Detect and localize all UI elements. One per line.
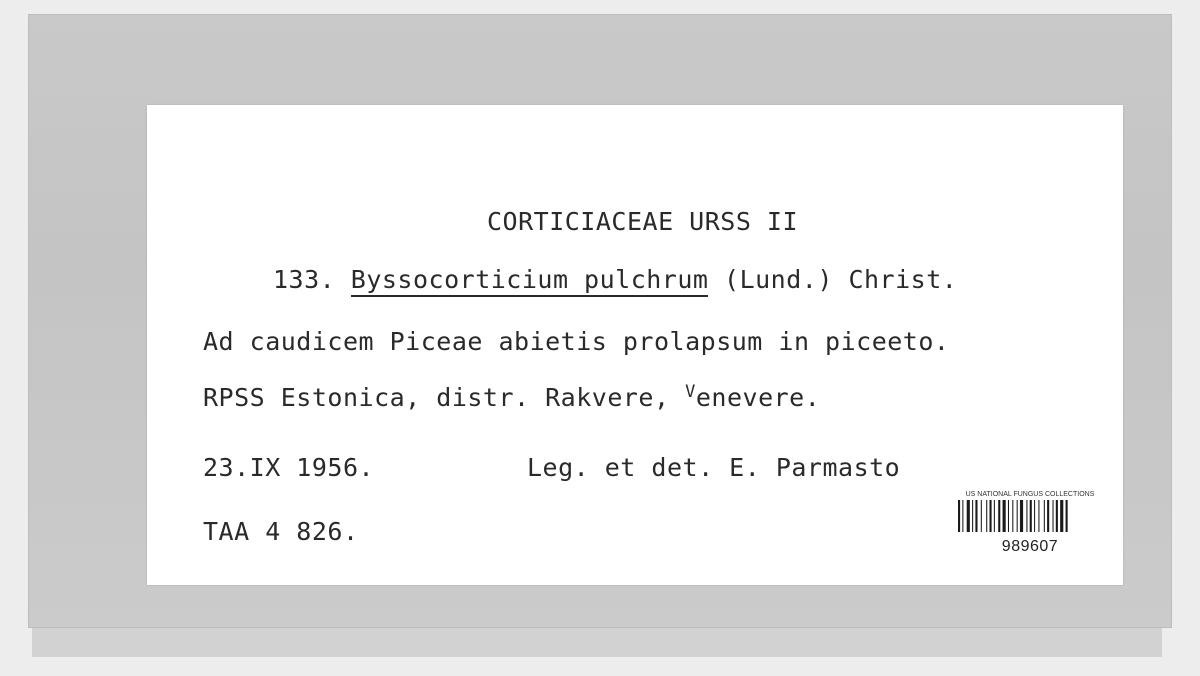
substrate-text: Ad caudicem Piceae abietis prolapsum in piceeto. <box>203 327 950 356</box>
barcode-bar <box>1047 500 1049 532</box>
barcode-bar <box>1020 500 1023 532</box>
barcode-bar <box>975 500 977 532</box>
barcode-bar <box>967 500 970 532</box>
barcode-bar <box>1003 500 1006 532</box>
barcode-bar <box>1012 500 1013 532</box>
barcode-caption: US NATIONAL FUNGUS COLLECTIONS <box>965 491 1095 498</box>
barcode-bar <box>958 500 960 532</box>
barcode-bars <box>957 500 1099 532</box>
barcode-bar <box>1017 500 1018 532</box>
label-title: CORTICIACEAE URSS II <box>487 207 799 236</box>
taxon-line <box>273 265 957 294</box>
barcode-number: 989607 <box>1001 538 1059 555</box>
barcode-bar <box>994 500 995 532</box>
specimen-label <box>147 105 1123 585</box>
taxon-number: 133. <box>273 265 336 294</box>
barcode-sticker <box>957 491 1103 561</box>
barcode-bar <box>990 500 992 532</box>
barcode-bar <box>1008 500 1009 532</box>
barcode-bar <box>1056 500 1058 532</box>
species-authority: (Lund.) Christ. <box>724 265 958 294</box>
barcode-bar <box>986 500 987 532</box>
barcode-bar <box>1038 500 1039 532</box>
barcode-bar <box>1060 500 1063 532</box>
species-name: Byssocorticium pulchrum <box>351 265 709 297</box>
specimen-folder <box>28 14 1172 628</box>
locality-suffix: enevere. <box>695 383 821 412</box>
barcode-bar <box>972 500 973 532</box>
barcode-bar <box>981 500 982 532</box>
barcode-bar <box>998 500 1000 532</box>
accession-number: TAA 4 826. <box>203 517 359 546</box>
locality-text <box>203 383 820 412</box>
locality-superscript: V <box>685 382 696 402</box>
barcode-bar <box>1044 500 1045 532</box>
collection-date: 23.IX 1956. <box>203 453 375 482</box>
collector-text: Leg. et det. E. Parmasto <box>527 453 901 482</box>
barcode-bar <box>962 500 963 532</box>
locality-prefix: RPSS Estonica, distr. Rakvere, <box>203 383 670 412</box>
barcode-bar <box>1053 500 1054 532</box>
barcode-bar <box>1034 500 1035 532</box>
barcode-bar <box>1026 500 1027 532</box>
barcode-bar <box>1066 500 1068 532</box>
barcode-bar <box>1030 500 1032 532</box>
